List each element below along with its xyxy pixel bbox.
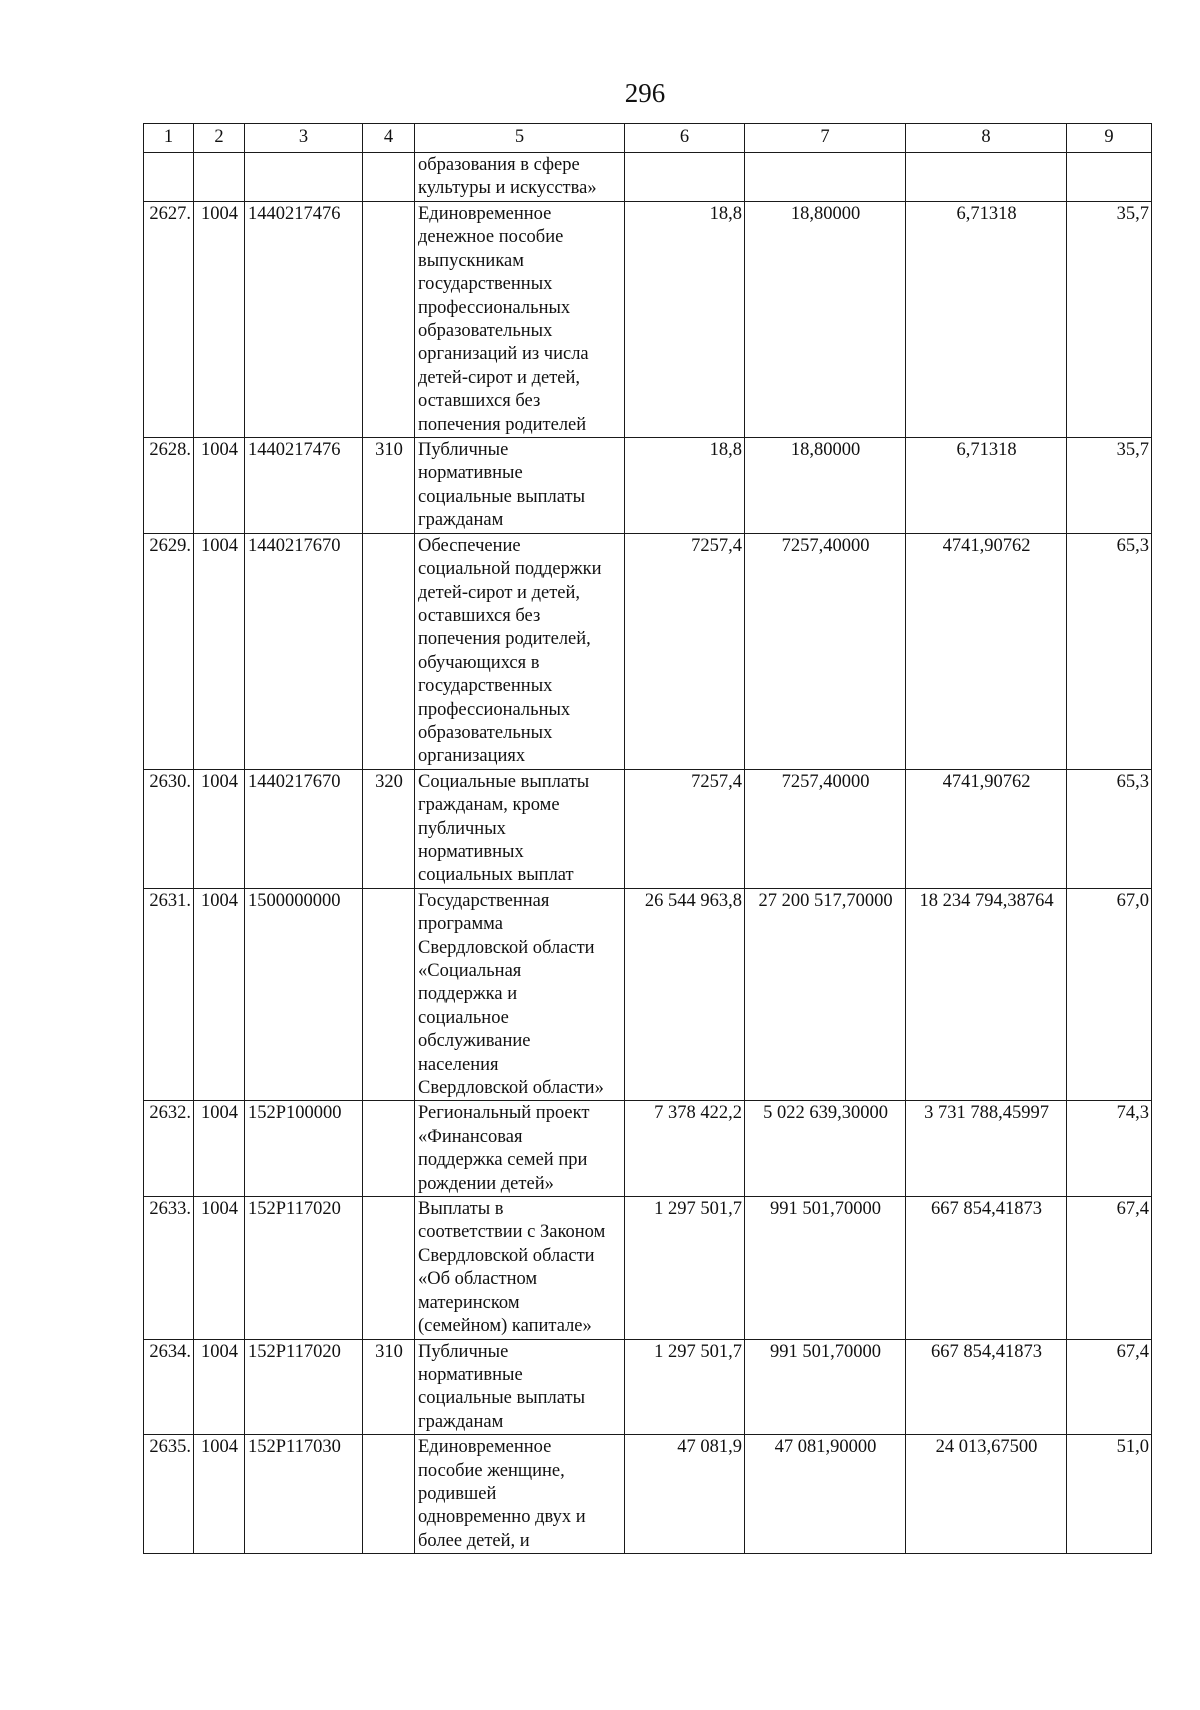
row-number: 2630. <box>144 769 194 888</box>
row-number <box>144 153 194 202</box>
row-description <box>415 769 625 888</box>
description-line: Выплаты в <box>418 1199 504 1220</box>
description-line: социальные выплаты <box>418 1388 586 1409</box>
column-header: 7 <box>745 124 906 153</box>
description-line: Обеспечение <box>418 535 521 556</box>
expense-type-code <box>363 1101 415 1197</box>
column-header: 4 <box>363 124 415 153</box>
description-line: образовательных <box>418 321 553 342</box>
section-code: 1004 <box>194 1101 245 1197</box>
description-line: оставшихся без <box>418 391 541 412</box>
description-line: выпускникам <box>418 250 524 271</box>
expense-type-code <box>363 533 415 769</box>
description-line: детей-сирот и детей, <box>418 367 581 388</box>
target-article-code: 1500000000 <box>245 888 363 1101</box>
description-line: «Об областном <box>418 1269 538 1290</box>
description-line: профессиональных <box>418 297 571 318</box>
revised-amount: 18,80000 <box>745 438 906 534</box>
page-number: 296 <box>624 78 666 108</box>
description-line: профессиональных <box>418 699 571 720</box>
table-header-row <box>144 124 1152 153</box>
table-row <box>144 1101 1152 1197</box>
revised-amount: 991 501,70000 <box>745 1197 906 1339</box>
row-number: 2634. <box>144 1339 194 1435</box>
target-article-code: 152P117020 <box>245 1339 363 1435</box>
column-header: 2 <box>194 124 245 153</box>
row-number: 2632. <box>144 1101 194 1197</box>
description-line: Свердловской области <box>418 937 595 958</box>
section-code: 1004 <box>194 533 245 769</box>
description-line: Государственная <box>418 890 550 911</box>
description-line: денежное пособие <box>418 227 564 248</box>
row-number: 2629. <box>144 533 194 769</box>
column-header: 1 <box>144 124 194 153</box>
executed-amount: 3 731 788,45997 <box>906 1101 1067 1197</box>
section-code: 1004 <box>194 1435 245 1554</box>
description-line: образования в сфере <box>418 155 580 175</box>
description-line: «Социальная <box>418 961 522 981</box>
approved-amount <box>625 153 745 202</box>
row-description <box>415 1197 625 1339</box>
section-code: 1004 <box>194 1339 245 1435</box>
description-line: социальных выплат <box>418 865 574 886</box>
column-header: 8 <box>906 124 1067 153</box>
expense-type-code <box>363 888 415 1101</box>
target-article-code: 152P100000 <box>245 1101 363 1197</box>
description-line: программа <box>418 914 503 935</box>
target-article-code <box>245 153 363 202</box>
description-line: одновременно двух и <box>418 1507 586 1528</box>
budget-table <box>143 123 1152 1554</box>
expense-type-code: 310 <box>363 1339 415 1435</box>
execution-percent: 65,3 <box>1067 769 1152 888</box>
revised-amount: 27 200 517,70000 <box>745 888 906 1101</box>
description-line: Единовременное <box>418 1437 552 1458</box>
execution-percent: 65,3 <box>1067 533 1152 769</box>
target-article-code: 1440217670 <box>245 769 363 888</box>
table-row <box>144 888 1152 1101</box>
description-line: оставшихся без <box>418 605 541 626</box>
executed-amount: 6,71318 <box>906 438 1067 534</box>
description-line: государственных <box>418 274 553 295</box>
table-row <box>144 769 1152 888</box>
description-line: родившей <box>418 1483 497 1504</box>
approved-amount: 18,8 <box>625 438 745 534</box>
description-line: социальной поддержки <box>418 559 602 580</box>
approved-amount: 1 297 501,7 <box>625 1197 745 1339</box>
executed-amount <box>906 153 1067 202</box>
row-description <box>415 202 625 438</box>
description-line: попечения родителей <box>418 414 587 435</box>
approved-amount: 26 544 963,8 <box>625 888 745 1101</box>
row-description <box>415 438 625 534</box>
execution-percent <box>1067 153 1152 202</box>
section-code <box>194 153 245 202</box>
row-description <box>415 1339 625 1435</box>
execution-percent: 67,0 <box>1067 888 1152 1101</box>
description-line: Свердловской области» <box>418 1078 604 1099</box>
description-line: публичных <box>418 818 506 839</box>
revised-amount: 18,80000 <box>745 202 906 438</box>
row-number: 2628. <box>144 438 194 534</box>
description-line: Единовременное <box>418 204 552 224</box>
column-header: 6 <box>625 124 745 153</box>
description-line: нормативные <box>418 1364 523 1385</box>
description-line: попечения родителей, <box>418 629 591 650</box>
row-number: 2633. <box>144 1197 194 1339</box>
column-header: 5 <box>415 124 625 153</box>
execution-percent: 35,7 <box>1067 202 1152 438</box>
table-row <box>144 438 1152 534</box>
column-header: 9 <box>1067 124 1152 153</box>
description-line: нормативные <box>418 463 523 484</box>
executed-amount: 4741,90762 <box>906 769 1067 888</box>
table-row <box>144 533 1152 769</box>
section-code: 1004 <box>194 438 245 534</box>
description-line: социальное <box>418 1007 509 1028</box>
description-line: образовательных <box>418 722 553 743</box>
description-line: Социальные выплаты <box>418 771 590 792</box>
description-line: обучающихся в <box>418 652 540 673</box>
execution-percent: 67,4 <box>1067 1339 1152 1435</box>
row-number: 2635. <box>144 1435 194 1554</box>
description-line: пособие женщине, <box>418 1460 565 1481</box>
revised-amount: 7257,40000 <box>745 533 906 769</box>
description-line: социальные выплаты <box>418 486 586 507</box>
executed-amount: 667 854,41873 <box>906 1197 1067 1339</box>
expense-type-code <box>363 202 415 438</box>
approved-amount: 18,8 <box>625 202 745 438</box>
approved-amount: 47 081,9 <box>625 1435 745 1554</box>
executed-amount: 24 013,67500 <box>906 1435 1067 1554</box>
executed-amount: 6,71318 <box>906 202 1067 438</box>
approved-amount: 1 297 501,7 <box>625 1339 745 1435</box>
table-row <box>144 153 1152 202</box>
description-line: организаций из числа <box>418 344 589 365</box>
row-number: 2631. <box>144 888 194 1101</box>
description-line: нормативных <box>418 841 524 862</box>
description-line: соответствии с Законом <box>418 1222 606 1243</box>
description-line: государственных <box>418 676 553 697</box>
expense-type-code <box>363 153 415 202</box>
section-code: 1004 <box>194 202 245 438</box>
row-number: 2627. <box>144 202 194 438</box>
description-line: населения <box>418 1054 499 1075</box>
table-row <box>144 202 1152 438</box>
execution-percent: 67,4 <box>1067 1197 1152 1339</box>
description-line: организациях <box>418 746 526 767</box>
description-line: гражданам <box>418 1411 504 1432</box>
table-row <box>144 1435 1152 1554</box>
approved-amount: 7257,4 <box>625 769 745 888</box>
description-line: (семейном) капитале» <box>418 1316 592 1337</box>
revised-amount: 5 022 639,30000 <box>745 1101 906 1197</box>
description-line: материнском <box>418 1292 520 1313</box>
target-article-code: 1440217476 <box>245 202 363 438</box>
row-description <box>415 888 625 1101</box>
target-article-code: 152P117030 <box>245 1435 363 1554</box>
section-code: 1004 <box>194 1197 245 1339</box>
description-line: рождении детей» <box>418 1173 554 1194</box>
column-header: 3 <box>245 124 363 153</box>
expense-type-code: 310 <box>363 438 415 534</box>
description-line: Публичные <box>418 440 509 461</box>
target-article-code: 1440217670 <box>245 533 363 769</box>
executed-amount: 667 854,41873 <box>906 1339 1067 1435</box>
description-line: гражданам <box>418 510 504 531</box>
description-line: Публичные <box>418 1341 509 1362</box>
execution-percent: 51,0 <box>1067 1435 1152 1554</box>
revised-amount <box>745 153 906 202</box>
row-description <box>415 1435 625 1554</box>
row-description <box>415 153 625 202</box>
table-row <box>144 1339 1152 1435</box>
expense-type-code <box>363 1435 415 1554</box>
target-article-code: 152P117020 <box>245 1197 363 1339</box>
expense-type-code: 320 <box>363 769 415 888</box>
executed-amount: 18 234 794,38764 <box>906 888 1067 1101</box>
revised-amount: 47 081,90000 <box>745 1435 906 1554</box>
row-description <box>415 1101 625 1197</box>
section-code: 1004 <box>194 769 245 888</box>
description-line: детей-сирот и детей, <box>418 582 581 603</box>
row-description <box>415 533 625 769</box>
description-line: поддержка семей при <box>418 1150 588 1171</box>
execution-percent: 74,3 <box>1067 1101 1152 1197</box>
description-line: обслуживание <box>418 1031 531 1052</box>
target-article-code: 1440217476 <box>245 438 363 534</box>
description-line: Свердловской области <box>418 1245 595 1266</box>
revised-amount: 7257,40000 <box>745 769 906 888</box>
approved-amount: 7 378 422,2 <box>625 1101 745 1197</box>
execution-percent: 35,7 <box>1067 438 1152 534</box>
description-line: поддержка и <box>418 984 518 1005</box>
description-line: гражданам, кроме <box>418 795 560 816</box>
description-line: культуры и искусства» <box>418 178 597 199</box>
revised-amount: 991 501,70000 <box>745 1339 906 1435</box>
table-row <box>144 1197 1152 1339</box>
description-line: «Финансовая <box>418 1126 523 1147</box>
description-line: более детей, и <box>418 1530 530 1551</box>
description-line: Региональный проект <box>418 1103 590 1124</box>
section-code: 1004 <box>194 888 245 1101</box>
executed-amount: 4741,90762 <box>906 533 1067 769</box>
approved-amount: 7257,4 <box>625 533 745 769</box>
expense-type-code <box>363 1197 415 1339</box>
